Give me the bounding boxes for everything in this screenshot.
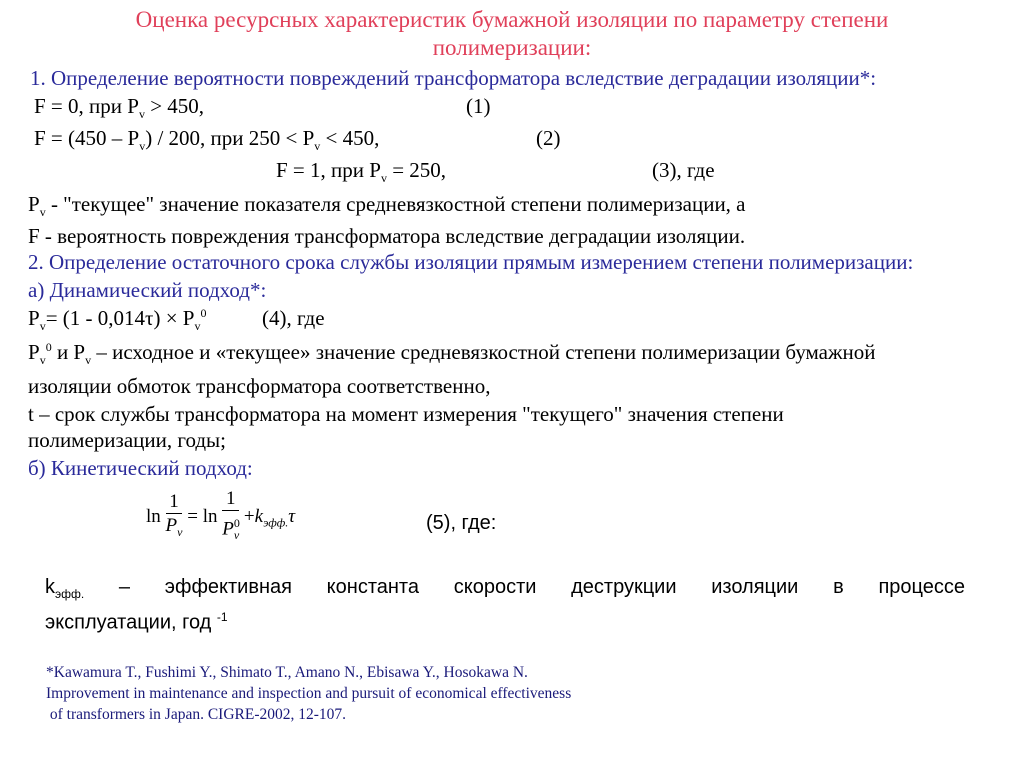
equation-2: $F = (450 - P_v) / 200$, при $250 < P_v < 450$, (34, 126, 380, 154)
equation-5-number: (5), где: (426, 512, 497, 534)
kinetic-approach-heading: б) Кинетический подход: (28, 456, 253, 480)
dynamic-approach-heading: а) Динамический подход*: (28, 278, 267, 302)
fraction-1-over-pv: $\frac{1}{P_v}$ (165, 491, 183, 539)
definition-f: F - вероятность повреждения трансформатора вследствие деградации изоляции. (28, 224, 746, 248)
reference-line1: *Kawamura T., Fushimi Y., Shimato T., Amano N., Ebisawa Y., Hosokawa N. (46, 664, 528, 681)
fraction-1-over-pv0: $\frac{1}{P^0_v}$ (222, 488, 240, 543)
equation-5: ln $\frac{1}{P_v}$ = ln $\frac{1}{P^0_v}$ $+k_{эфф.}\tau$ (146, 488, 295, 547)
reference-line2: Improvement in maintenance and inspection and pursuit of economical effectiveness (46, 685, 572, 702)
definition-t-line2: полимеризации, годы; (28, 428, 226, 452)
definition-keff-line2: эксплуатации, год $^{-1}$ (45, 610, 228, 634)
reference-line3: of transformers in Japan. CIGRE-2002, 12-107. (46, 706, 347, 723)
definition-keff-line1: $k_{эфф.}$ – эффективная константа скорости деструкции изоляции в процессе (45, 576, 965, 601)
slide-title (0, 6, 1024, 62)
title-line-1: Оценка ресурсных характеристик бумажной изоляции по параметру степени (135, 7, 889, 32)
equation-4-number: (4), где (262, 306, 325, 330)
section2-heading: 2. Определение остаточного срока службы изоляции прямым измерением степени полимеризации: (28, 250, 914, 274)
equation-2-number: (2) (536, 126, 561, 150)
equation-3-number: (3), где (652, 158, 715, 182)
title-line-2: полимеризации: (432, 35, 592, 60)
definition-pv0-line2: изоляции обмоток трансформатора соответственно, (28, 374, 491, 398)
definition-pv0-line1: $P_v^0$ и $P_v$ – исходное и «текущее» значение средневязкостной степени полимеризации бумажной (28, 340, 876, 368)
equation-1: F = 0, при $P_v > 450$, (34, 94, 205, 122)
section1-heading: 1. Определение вероятности повреждений трансформатора вследствие деградации изоляции*: (30, 66, 877, 90)
equation-1-number: (1) (466, 94, 491, 118)
definition-t-line1: t – срок службы трансформатора на момент измерения "текущего" значения степени (28, 402, 784, 426)
equation-4: $P_v= (1 - 0,014\tau) \times P_v^0$ (28, 306, 207, 334)
equation-3: F = 1, при $P_v = 250$, (276, 158, 447, 186)
definition-pv: $P_v$ - "текущее" значение показателя средневязкостной степени полимеризации, а (28, 192, 746, 220)
